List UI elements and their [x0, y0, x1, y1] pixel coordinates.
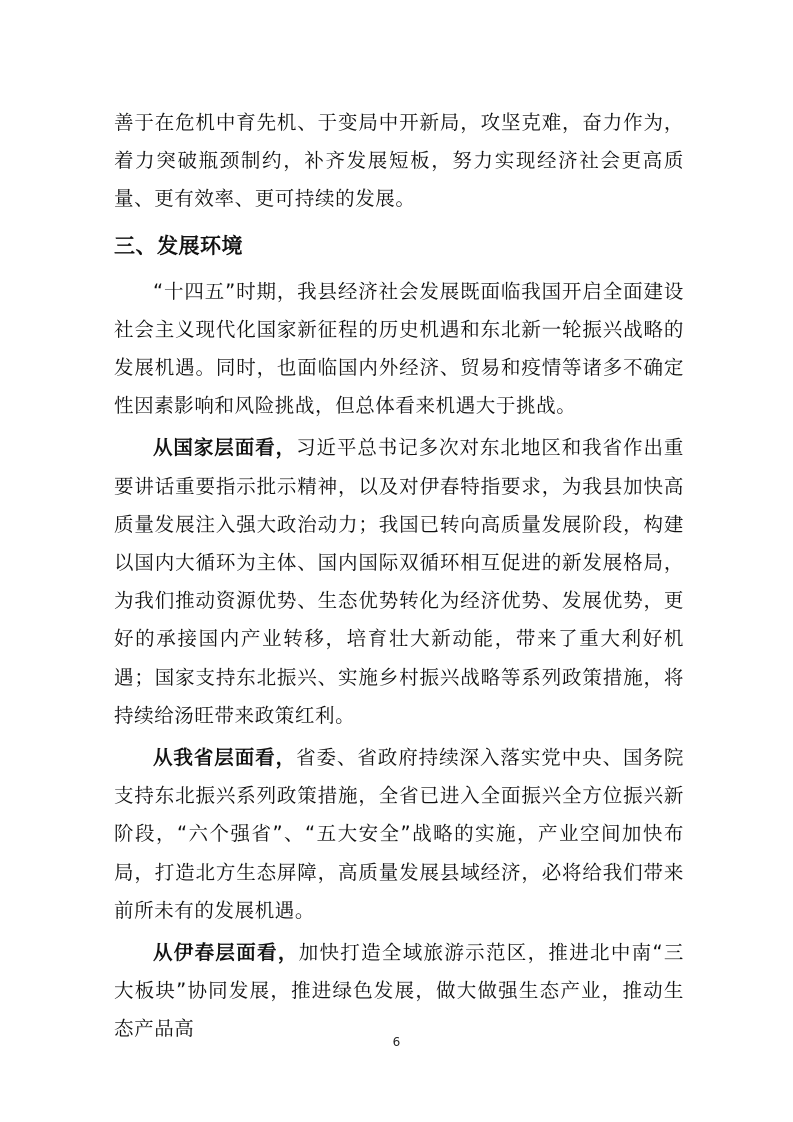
- provincial-level-paragraph: [114, 739, 684, 930]
- overview-paragraph: “十四五”时期，我县经济社会发展既面临我国开启全面建设社会主义现代化国家新征程的历史机遇和东北新一轮振兴战略的发展机遇。同时，也面临国内外经济、贸易和疫情等诸多不确定性因素影响和风险挑战，但总体看来机遇大于挑战。: [114, 279, 684, 418]
- national-level-text: 习近平总书记多次对东北地区和我省作出重要讲话重要指示批示精神，以及对伊春特指要求，为我县加快高质量发展注入强大政治动力；我国已转向高质量发展阶段，构建以国内大循环为主体、国内国际双循环相互促进的新发展格局，为我们推动资源优势、生态优势转化为经济优势、发展优势，更好的承接国内产业转移，培育壮大新动能，带来了重大利好机遇；国家支持东北振兴、实施乡村振兴战略等系列政策措施，将持续给汤旺带来政策红利。: [114, 436, 685, 727]
- page-body: [114, 104, 684, 1049]
- national-level-paragraph: [114, 429, 684, 735]
- section-heading: 三、发展环境: [114, 233, 243, 258]
- intro-paragraph: 善于在危机中育先机、于变局中开新局，攻坚克难，奋力作为，着力突破瓶颈制约，补齐发展短板，努力实现经济社会更高质量、更有效率、更可持续的发展。: [114, 111, 684, 211]
- provincial-level-lead: 从我省层面看，: [153, 746, 297, 770]
- provincial-level-text: 省委、省政府持续深入落实党中央、国务院支持东北振兴系列政策措施，全省已进入全面振兴全方位振兴新阶段，“六个强省”、“五大安全”战略的实施，产业空间加快布局，打造北方生态屏障，高质量发展县域经济，必将给我们带来前所未有的发展机遇。: [114, 746, 685, 922]
- national-level-lead: 从国家层面看，: [153, 436, 297, 460]
- yichun-level-paragraph: [114, 934, 684, 1049]
- yichun-level-lead: 从伊春层面看，: [153, 941, 299, 965]
- page-number: 6: [392, 1035, 401, 1049]
- yichun-level-text: 加快打造全域旅游示范区，推进北中南“三大板块”协同发展，推进绿色发展，做大做强生态产业，推动生态产品高: [114, 941, 684, 1041]
